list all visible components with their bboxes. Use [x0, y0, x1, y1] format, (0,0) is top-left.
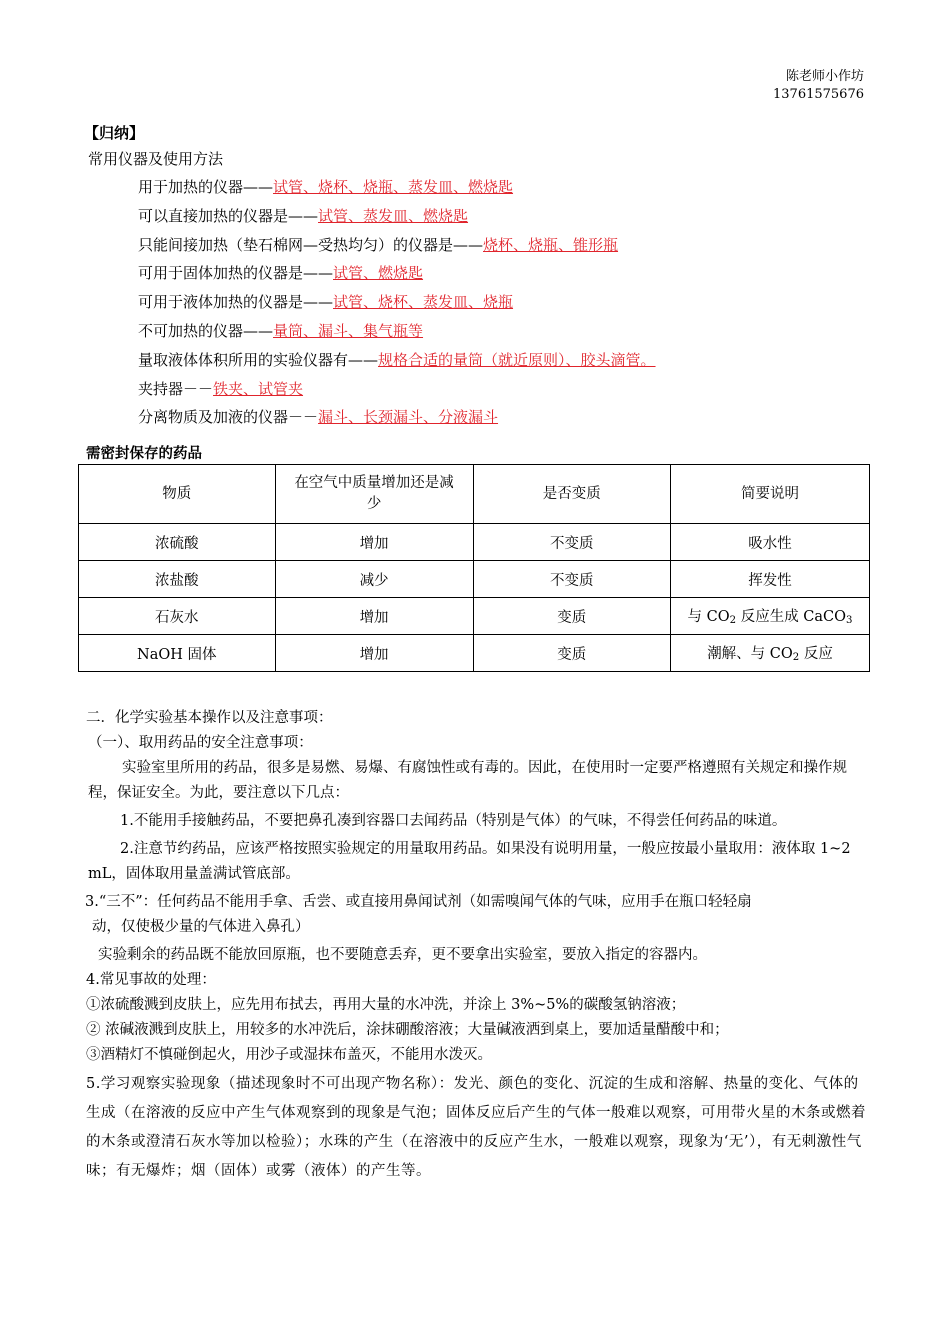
answer-text: 试管、燃烧匙	[333, 264, 424, 282]
rule-3-cont: 动，仅使极少量的气体进入鼻孔）	[92, 919, 310, 935]
table-cell: 变质	[473, 598, 671, 635]
list-item: 可用于固体加热的仪器是——试管、燃烧匙	[138, 264, 424, 282]
intro-paragraph: 实验室里所用的药品，很多是易燃、易爆、有腐蚀性或有毒的。因此，在使用时一定要严格遵照有关规定和操作规程，保证安全。为此，要注意以下几点：	[88, 760, 847, 801]
table-cell: 减少	[275, 561, 473, 598]
summary-subtitle: 常用仪器及使用方法	[88, 150, 224, 168]
table-cell: 与 CO2 反应生成 CaCO3	[671, 598, 870, 635]
answer-text: 试管、蒸发皿、燃烧匙	[318, 207, 469, 225]
answer-text: 烧杯、烧瓶、锥形瓶	[483, 236, 619, 254]
table-row	[79, 524, 870, 561]
table-cell: 增加	[275, 635, 473, 672]
accident-2: ② 浓碱液溅到皮肤上，用较多的水冲洗后，涂抹硼酸溶液；大量碱液洒到桌上，要加适量醋酸中和；	[86, 1022, 729, 1038]
table-cell: 挥发性	[671, 561, 870, 598]
answer-text: 量筒、漏斗、集气瓶等	[273, 322, 424, 340]
sealed-title: 需密封保存的药品	[86, 445, 202, 462]
list-item: 分离物质及加液的仪器－－漏斗、长颈漏斗、分液漏斗	[138, 408, 499, 426]
table-header-cell: 是否变质	[473, 465, 671, 524]
table-cell: 潮解、与 CO2 反应	[671, 635, 870, 672]
page-header	[773, 68, 864, 104]
table-cell: 不变质	[473, 561, 671, 598]
list-item: 可用于液体加热的仪器是——试管、烧杯、蒸发皿、烧瓶	[138, 293, 514, 311]
table-cell: 石灰水	[79, 598, 276, 635]
rule-2: 2.注意节约药品，应该严格按照实验规定的用量取用药品。如果没有说明用量，一般应按最小量取用：液体取 1~2 mL，固体取用量盖满试管底部。	[88, 841, 851, 882]
rule-4: 4.常见事故的处理：	[86, 972, 216, 988]
answer-text: 铁夹、试管夹	[213, 380, 304, 398]
list-item: 夹持器－－铁夹、试管夹	[138, 380, 304, 398]
summary-title: 【归纳】	[84, 124, 145, 142]
table-cell: 增加	[275, 598, 473, 635]
list-item: 只能间接加热（垫石棉网—受热均匀）的仪器是——烧杯、烧瓶、锥形瓶	[138, 236, 619, 254]
answer-text: 试管、烧杯、烧瓶、蒸发皿、燃烧匙	[273, 178, 514, 196]
list-item: 可以直接加热的仪器是——试管、蒸发皿、燃烧匙	[138, 207, 469, 225]
table-row	[79, 561, 870, 598]
answer-text: 漏斗、长颈漏斗、分液漏斗	[318, 408, 499, 426]
phone-number: 13761575676	[773, 87, 864, 102]
table-header-cell: 在空气中质量增加还是减少	[275, 465, 473, 524]
section-title: 二．化学实验基本操作以及注意事项：	[86, 710, 333, 726]
rule-1: 1.不能用手接触药品，不要把鼻孔凑到容器口去闻药品（特别是气体）的气味，不得尝任何药品的味道。	[120, 813, 787, 829]
rule-3: 3.“三不”：任何药品不能用手拿、舌尝、或直接用鼻闻试剂（如需嗅闻气体的气味，应用手在瓶口轻轻扇	[85, 894, 752, 910]
table-cell: 不变质	[473, 524, 671, 561]
rule-3-note: 实验剩余的药品既不能放回原瓶，也不要随意丢弃，更不要拿出实验室，要放入指定的容器内。	[98, 947, 707, 963]
table-header-cell: 物质	[79, 465, 276, 524]
accident-1: ①浓硫酸溅到皮肤上，应先用布拭去，再用大量的水冲洗，并涂上 3%~5%的碳酸氢钠溶液；	[86, 997, 686, 1013]
table-cell: 浓盐酸	[79, 561, 276, 598]
table-row	[79, 635, 870, 672]
table-header-row	[79, 465, 870, 524]
subsection-title: （一）、取用药品的安全注意事项：	[88, 735, 313, 751]
table-cell: 变质	[473, 635, 671, 672]
sealed-drug-table	[78, 464, 870, 672]
list-item: 不可加热的仪器——量筒、漏斗、集气瓶等	[138, 322, 424, 340]
table-row	[79, 598, 870, 635]
table-cell: NaOH 固体	[79, 635, 276, 672]
table-cell: 吸水性	[671, 524, 870, 561]
rule-5: 5.学习观察实验现象（描述现象时不可出现产物名称）：发光、颜色的变化、沉淀的生成和溶解、热量的变化、气体的生成（在溶液的反应中产生气体观察到的现象是气泡；固体反应后产生的气体一般难以观察，可用带火星的木条或燃着的木条或澄清石灰水等加以检验）；水珠的产生（在溶液中的反应产生水，一般难以观察，现象为‘无’），有无刺激性气味；有无爆炸；烟（固体）或雾（液体）的产生等。	[86, 1076, 866, 1179]
list-item: 用于加热的仪器——试管、烧杯、烧瓶、蒸发皿、燃烧匙	[138, 178, 514, 196]
author-name: 陈老师小作坊	[785, 69, 864, 84]
table-cell: 增加	[275, 524, 473, 561]
answer-text: 试管、烧杯、蒸发皿、烧瓶	[333, 293, 514, 311]
answer-text: 规格合适的量筒（就近原则）、胶头滴管。	[378, 351, 656, 369]
section-two	[85, 706, 868, 1186]
list-item: 量取液体体积所用的实验仪器有——规格合适的量筒（就近原则）、胶头滴管。	[138, 351, 656, 369]
table-header-cell: 简要说明	[671, 465, 870, 524]
table-cell: 浓硫酸	[79, 524, 276, 561]
accident-3: ③酒精灯不慎碰倒起火，用沙子或湿抹布盖灭，不能用水泼灭。	[86, 1047, 492, 1063]
